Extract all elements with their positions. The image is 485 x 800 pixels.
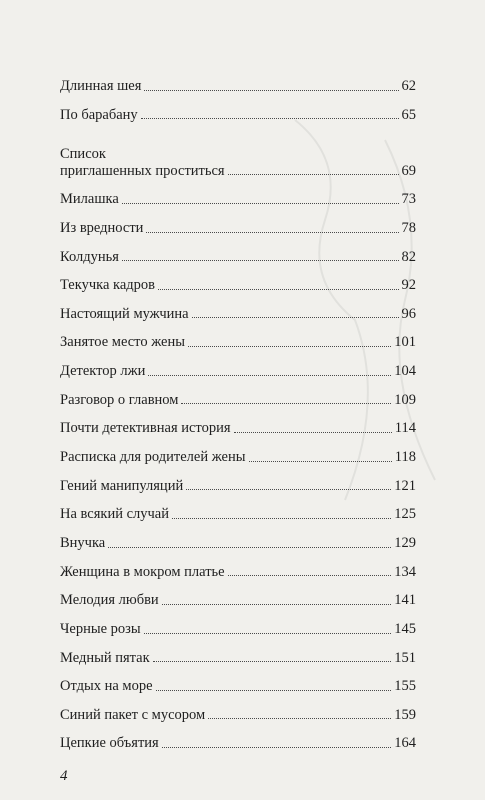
toc-entry-title: Текучка кадров [60,277,155,294]
toc-entry-page: 164 [394,735,416,752]
toc-entry-page: 155 [394,678,416,695]
toc-entry-page: 69 [401,162,416,179]
dot-leader [156,690,392,691]
toc-entry-page: 145 [394,620,416,637]
toc-entry-title: По барабану [60,106,138,123]
dot-leader [162,747,392,748]
toc-entry[interactable] [60,208,416,237]
toc-entry-title: Длинная шея [60,77,142,94]
toc-entry-title: Мелодия любви [60,592,159,609]
toc-entry-page: 73 [401,191,416,208]
toc-entry-page: 151 [394,649,416,666]
dot-leader [228,174,399,175]
toc-entry-title: Милашка [60,191,119,208]
toc-entry[interactable] [60,494,416,523]
toc-entry[interactable] [60,265,416,294]
toc-entry[interactable] [60,437,416,466]
dot-leader [228,575,392,576]
dot-leader [144,90,398,91]
toc-entry[interactable] [60,723,416,752]
toc-entry-title: Детектор лжи [60,363,146,380]
toc-entry[interactable] [60,609,416,638]
toc-entry-page: 125 [394,506,416,523]
toc-entry-title: Черные розы [60,620,141,637]
dot-leader [192,317,399,318]
toc-entry-page: 92 [401,277,416,294]
toc-entry[interactable] [60,294,416,323]
toc-entry[interactable] [60,351,416,380]
toc-entry[interactable] [60,237,416,266]
dot-leader [249,461,392,462]
toc-entry-page: 114 [394,420,416,437]
toc-entry[interactable] [60,66,416,95]
dot-leader [208,718,391,719]
toc-entry-title: Список приглашенных проститься [60,145,225,179]
toc-entry[interactable] [60,179,416,208]
dot-leader [153,661,392,662]
toc-entry-page: 109 [394,391,416,408]
toc-entry-title: Цепкие объятия [60,735,159,752]
page-number: 4 [60,768,68,784]
dot-leader [144,633,392,634]
toc-entry-title: Настоящий мужчина [60,305,189,322]
toc-entry[interactable] [60,95,416,124]
toc-entry[interactable] [60,123,416,179]
toc-entry-page: 96 [401,305,416,322]
toc-entry-page: 65 [401,106,416,123]
dot-leader [141,118,399,119]
toc-entry-title: Медный пятак [60,649,150,666]
toc-entry[interactable] [60,523,416,552]
toc-entry-page: 159 [394,706,416,723]
toc-entry-title: Почти детективная история [60,420,231,437]
toc-entry-title: На всякий случай [60,506,169,523]
toc-entry-page: 118 [394,449,416,466]
toc-entry[interactable] [60,638,416,667]
toc-entry-page: 101 [394,334,416,351]
toc-entry[interactable] [60,552,416,581]
toc-entry-page: 62 [401,77,416,94]
toc-entry-title: Гений манипуляций [60,477,184,494]
toc-entry-title: Женщина в мокром платье [60,563,225,580]
toc-entry-page: 129 [394,534,416,551]
toc-entry-page: 82 [401,248,416,265]
dot-leader [234,432,392,433]
dot-leader [162,604,392,605]
toc-entry-page: 78 [401,219,416,236]
toc-entry-title: Расписка для родителей жены [60,449,246,466]
toc-entry[interactable] [60,322,416,351]
dot-leader [181,403,391,404]
table-of-contents [60,66,416,752]
dot-leader [108,547,391,548]
toc-entry-title: Синий пакет с мусором [60,706,206,723]
dot-leader [122,203,399,204]
toc-entry[interactable] [60,380,416,409]
toc-entry-title: Колдунья [60,248,119,265]
toc-entry[interactable] [60,666,416,695]
toc-entry-title: Разговор о главном [60,391,179,408]
dot-leader [188,346,391,347]
dot-leader [122,260,399,261]
toc-entry-title: Внучка [60,534,106,551]
dot-leader [146,232,398,233]
dot-leader [186,489,391,490]
toc-entry-page: 121 [394,477,416,494]
toc-entry[interactable] [60,408,416,437]
toc-entry-title: Занятое место жены [60,334,185,351]
toc-entry-page: 104 [394,363,416,380]
toc-entry[interactable] [60,466,416,495]
toc-entry-page: 134 [394,563,416,580]
toc-entry-title: Отдых на море [60,678,153,695]
toc-entry[interactable] [60,580,416,609]
dot-leader [172,518,391,519]
toc-entry-page: 141 [394,592,416,609]
dot-leader [148,375,391,376]
toc-entry[interactable] [60,695,416,724]
dot-leader [158,289,399,290]
toc-entry-title: Из вредности [60,219,144,236]
